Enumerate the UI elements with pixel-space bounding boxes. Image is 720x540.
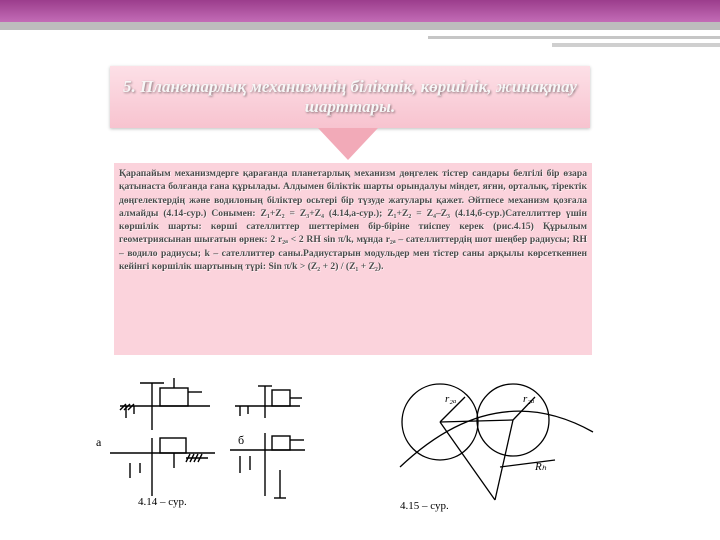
decor-line-2 xyxy=(552,43,720,47)
down-arrow-icon xyxy=(318,128,378,160)
top-accent-bar xyxy=(0,0,720,22)
title-box xyxy=(110,66,590,128)
figure-4-14-drawing xyxy=(90,378,310,508)
figure-4-14-caption: 4.14 – сур. xyxy=(138,496,187,508)
fig-label-r2a-right: r₂ₐ xyxy=(523,393,535,405)
body-paragraph: Қарапайым механизмдерге қарағанда планетарлық механизм дөңгелек тістер сандары белгілі бір өзара қатынаста болғанда ғана құрылады. Алдымен біліктік шарты орындалуы міндет, яғни, орталық, тіректік дөңгелектердің және водилоның біліктер осьтері бір түзуде жатулары қажет. Әйтпесе механизм қозғала алмайды (4.14-сур.) Сонымен: Z₁+Z₂ = Z₃+Z₄ (4.14,а-сур.); Z₁+Z₂ = Z₄–Z₃ (4.14,б-сур.)Сателлиттер үшін көршілік шарты: көрші сателлиттер шеттерімен бір-біріне тиіспеу керек (рис.4.15) Құрылым геометриясынан шығатын өрнек: 2 r₂ₐ < 2 RН sin π/k, мұнда r₂ₐ – сателлиттердің шот шеңбер радиусы; RН – водило радиусы; k – сателлиттер саны.Радиустарын модульдер мен тістер саны арқылы көрсеткеннен кейінгі көршілік шартының түрі: Sin π/k > (Z₂ + 2) / (Z₁ + Z₂). xyxy=(119,168,587,273)
decor-line-1 xyxy=(428,36,720,39)
fig-label-rh: Rₕ xyxy=(535,461,547,473)
slide-title: 5. Планетарлық механизмнің біліктік, көршілік, жинақтау шарттары. xyxy=(123,77,577,116)
fig-label-a: а xyxy=(96,435,102,449)
figure-4-15-drawing xyxy=(395,372,595,502)
body-text-box xyxy=(114,163,592,355)
fig-label-b: б xyxy=(238,433,245,447)
fig-label-r2a-left: r₂ₐ xyxy=(445,393,457,405)
top-gray-bar xyxy=(0,22,720,30)
figure-4-15-caption: 4.15 – сур. xyxy=(400,500,449,512)
